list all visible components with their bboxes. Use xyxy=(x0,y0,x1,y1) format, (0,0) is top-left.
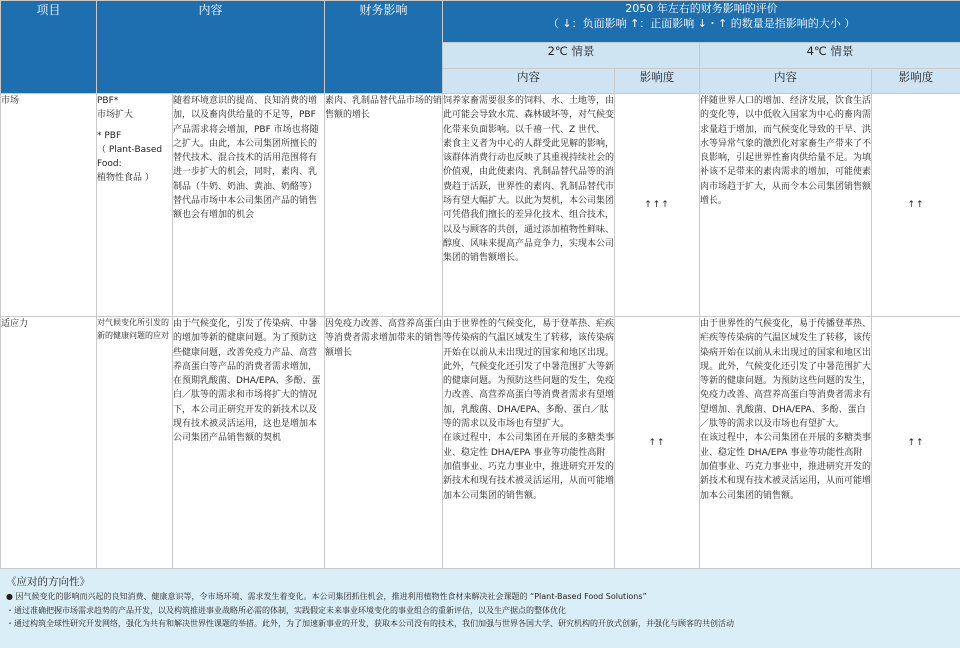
row-financial: 素肉、乳制品替代品市场的销售额的增长 xyxy=(325,94,443,317)
evaluation-legend: （ ↓：负面影响 ↑：正面影响 ↓・↑ 的数量是指影响的大小 ） xyxy=(547,17,856,30)
header-content: 内容 xyxy=(97,1,325,94)
row-content-4c xyxy=(700,317,872,569)
row-item: 适应力 xyxy=(1,317,97,569)
header-item: 项目 xyxy=(1,1,97,94)
direction-line: ・通过准确把握市场需求趋势的产品开发，以及构筑推进事业战略所必需的体制，实践假定未来事业环境变化的事业组合的重新评估，以及生产据点的整体优化 xyxy=(6,605,566,615)
header-financial-impact: 财务影响 xyxy=(325,1,443,94)
direction-title: 《应对的方向性》 xyxy=(6,576,90,588)
row-degree-4c: ↑↑ xyxy=(872,94,960,317)
opportunity-footnote: * PBF （ Plant-Based Food: 植物性食品 ） xyxy=(97,130,163,184)
header-content-2c: 内容 xyxy=(443,69,615,94)
content-4c-part-a: 由于世界性的气候变化，易于传播登革热、疟疾等传染病的气温区域发生了转移，该传染病开始在以前从未出现过的国家和地区出现。此外，气候变化还引发了中暑范围扩大等新的健康问题。为预防这些问题的发生，免疫力改善、高营养高蛋白等消费者需求有望增加、乳酸菌、DHA/EPA、多酚、蛋白／肽等的需求以及市场也有望扩大。 xyxy=(700,319,872,430)
opportunity-label: PBF* 市场扩大 xyxy=(97,96,134,121)
row-content: 随着环境意识的提高、良知消费的增加，以及畜肉供给量的不足等，PBF 产品需求将会增加，PBF 市场也将随之扩大。由此，本公司集团所擅长的替代技术、混合技术的活用范围将有进一步扩大的机会，同时，素肉、乳制品（牛奶、奶油、黄油、奶酪等）替代品市场中本公司集团产品的销售额也会有增加的机会 xyxy=(173,94,325,317)
content-2c-part-b: 在该过程中，本公司集团在开展的多糖类事业、稳定性 DHA/EPA 事业等功能性高附加值事业、巧克力事业中，推进研究开发的新技术和现有技术被灵活运用，从而可能增加本公司集团的销售额。 xyxy=(443,433,615,501)
content-4c-part-b: 在该过程中，本公司集团在开展的多糖类事业、稳定性 DHA/EPA 事业等功能性高附加值事业、巧克力事业中，推进研究开发的新技术和现有技术被灵活运用，从而可能增加本公司集团的销售额。 xyxy=(700,433,872,501)
header-scenario-2c: 2℃ 情景 xyxy=(443,43,700,69)
evaluation-title: 2050 年左右的财务影响的评价 xyxy=(625,2,778,15)
direction-line: ・通过构筑全球性研究开发网络，强化为共有和解决世界性课题的举措。此外，为了加速新事业的开发，获取本公司没有的技术，我们加强与世界各国大学、研究机构的开放式创新，并强化与顾客的共创活动 xyxy=(6,619,734,628)
direction-line: ● 因气候变化的影响而兴起的良知消费、健康意识等，令市场环境、需求发生着变化。本公司集团抓住机会，推进利用植物性食材来解决社会课题的 “Plant-Based Food Solutions” xyxy=(6,592,647,601)
row-degree-2c: ↑↑ xyxy=(615,317,700,569)
row-financial: 因免疫力改善、高营养高蛋白等消费者需求增加带来的销售额增长 xyxy=(325,317,443,569)
row-degree-4c: ↑↑ xyxy=(872,317,960,569)
direction-box xyxy=(0,569,960,648)
row-item: 市场 xyxy=(1,94,97,317)
table-row-resilience xyxy=(1,317,960,569)
row-opportunity xyxy=(97,94,173,317)
header-degree-2c: 影响度 xyxy=(615,69,700,94)
header-degree-4c: 影响度 xyxy=(872,69,960,94)
content-2c-part-a: 由于世界性的气候变化，易于登革热、疟疾等传染病的气温区域发生了转移，该传染病开始在以前从未出现过的国家和地区出现。此外，气候变化还引发了中暑范围扩大等新的健康问题。为预防这些问题的发生，免疫力改善、高营养高蛋白等消费者需求有望增加，乳酸菌、DHA/EPA、多酚、蛋白／肽等的需求以及市场也有望扩大。 xyxy=(443,319,615,430)
row-degree-2c: ↑↑↑ xyxy=(615,94,700,317)
row-opportunity: 对气候变化所引发的新的健康问题的应对 xyxy=(97,317,173,569)
header-content-4c: 内容 xyxy=(700,69,872,94)
table-row-market xyxy=(1,94,960,317)
header-evaluation xyxy=(443,1,960,43)
row-content: 由于气候变化，引发了传染病、中暑的增加等新的健康问题。为了预防这些健康问题，改善免疫力产品、高营养高蛋白等产品的消费者需求增加，在预期乳酸菌、DHA/EPA、多酚、蛋白／肽等的需求和市场将扩大的情况下，本公司正研究开发的新技术以及现有技术被灵活运用，这也是增加本公司集团产品销售额的契机 xyxy=(173,317,325,569)
row-content-2c xyxy=(443,317,615,569)
header-scenario-4c: 4℃ 情景 xyxy=(700,43,960,69)
row-content-2c: 饲养家畜需要很多的饲料、水、土地等，由此可能会导致水荒、森林破坏等，对气候变化带来负面影响。以千禧一代、Z 世代、素食主义者为中心的人群受此见解的影响，该群体消费行动也反映了其重视持续社会的价值观，由此使素肉、乳制品替代品等的消费趋于活跃，世界性的素肉、乳制品替代市场有望大幅扩大。以此为契机，本公司集团可凭借我们擅长的差异化技术、组合技术，以及与顾客的共创，通过添加植物性鲜味、醇度、风味来提高产品竞争力，实现本公司集团的销售额增长。 xyxy=(443,94,615,317)
row-content-4c: 伴随世界人口的增加、经济发展，饮食生活的变化等，以中低收入国家为中心的畜肉需求量趋于增加，而气候变化导致的干旱、洪水等异常气象的激烈化对家畜生产带来了不良影响，引起世界性畜肉供给量不足。为填补该不足带来的素肉需求的增加，可能使素肉市场趋于扩大，从而令本公司集团销售额增长。 xyxy=(700,94,872,317)
